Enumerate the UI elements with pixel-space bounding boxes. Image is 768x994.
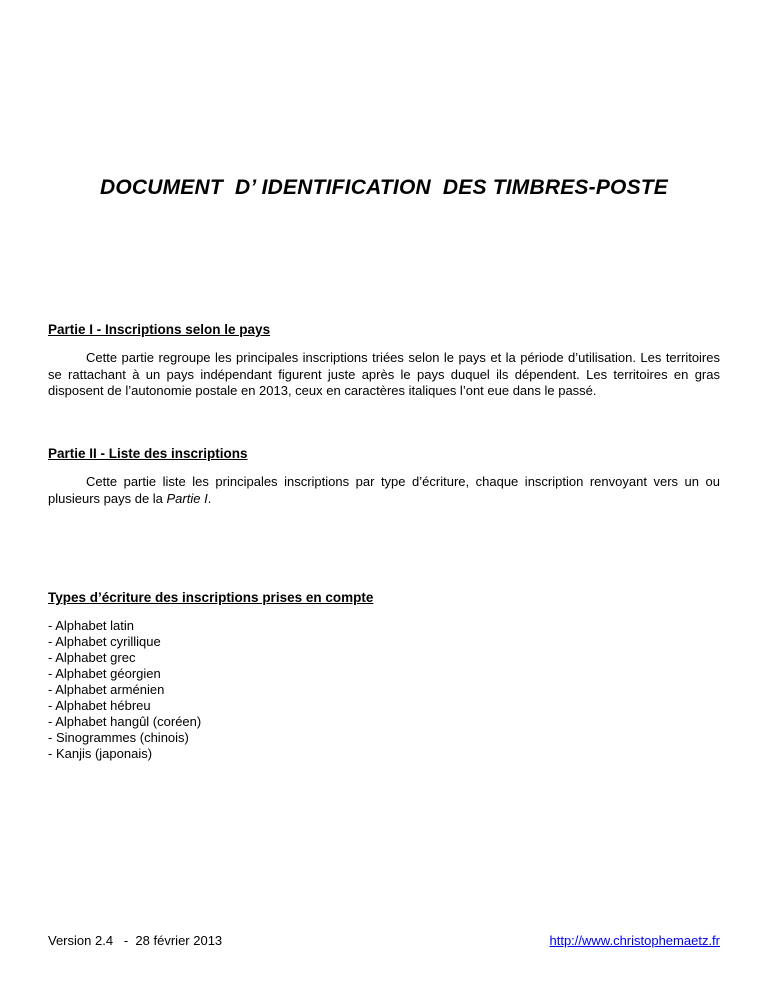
- part-1-heading: Partie I - Inscriptions selon le pays: [48, 322, 271, 337]
- footer-website-link[interactable]: http://www.christophemaetz.fr: [549, 933, 720, 948]
- document-title: DOCUMENT D’ IDENTIFICATION DES TIMBRES-POSTE: [99, 176, 669, 199]
- section-writing-types: [48, 590, 720, 762]
- list-item: - Alphabet hangûl (coréen): [48, 714, 202, 729]
- list-item: - Alphabet latin: [48, 618, 135, 633]
- part-2-heading: Partie II - Liste des inscriptions: [48, 446, 248, 461]
- list-item: - Alphabet cyrillique: [48, 634, 161, 649]
- list-item: - Alphabet hébreu: [48, 698, 151, 713]
- part-1-paragraph: Cette partie regroupe les principales inscriptions triées selon le pays et la période d’utilisation. Les territoires se rattachant à un pays indépendant figurent juste après le pays duquel ils dépendent. Les territoires en gras disposent de l’autonomie postale en 2013, ceux en caractères italiques l’ont eue dans le passé.: [48, 350, 720, 398]
- footer-version: Version 2.4 - 28 février 2013: [48, 933, 223, 948]
- list-item: - Kanjis (japonais): [48, 746, 153, 761]
- list-item: - Sinogrammes (chinois): [48, 730, 189, 745]
- list-item: - Alphabet grec: [48, 650, 136, 665]
- part-2-text-start: Cette partie liste les principales inscriptions par type d’écriture, chaque inscription renvoyant vers un ou plusieurs pays de la: [48, 474, 720, 506]
- part-2-text-end: .: [207, 490, 212, 506]
- writing-types-list: [48, 618, 720, 762]
- list-item: - Alphabet arménien: [48, 682, 165, 697]
- section-part-1: [48, 322, 720, 400]
- list-item: - Alphabet géorgien: [48, 666, 161, 681]
- part-2-paragraph: [48, 474, 720, 507]
- part-2-text-italic: Partie I: [166, 490, 208, 506]
- writing-types-heading: Types d’écriture des inscriptions prises en compte: [48, 590, 374, 605]
- section-part-2: [48, 446, 720, 507]
